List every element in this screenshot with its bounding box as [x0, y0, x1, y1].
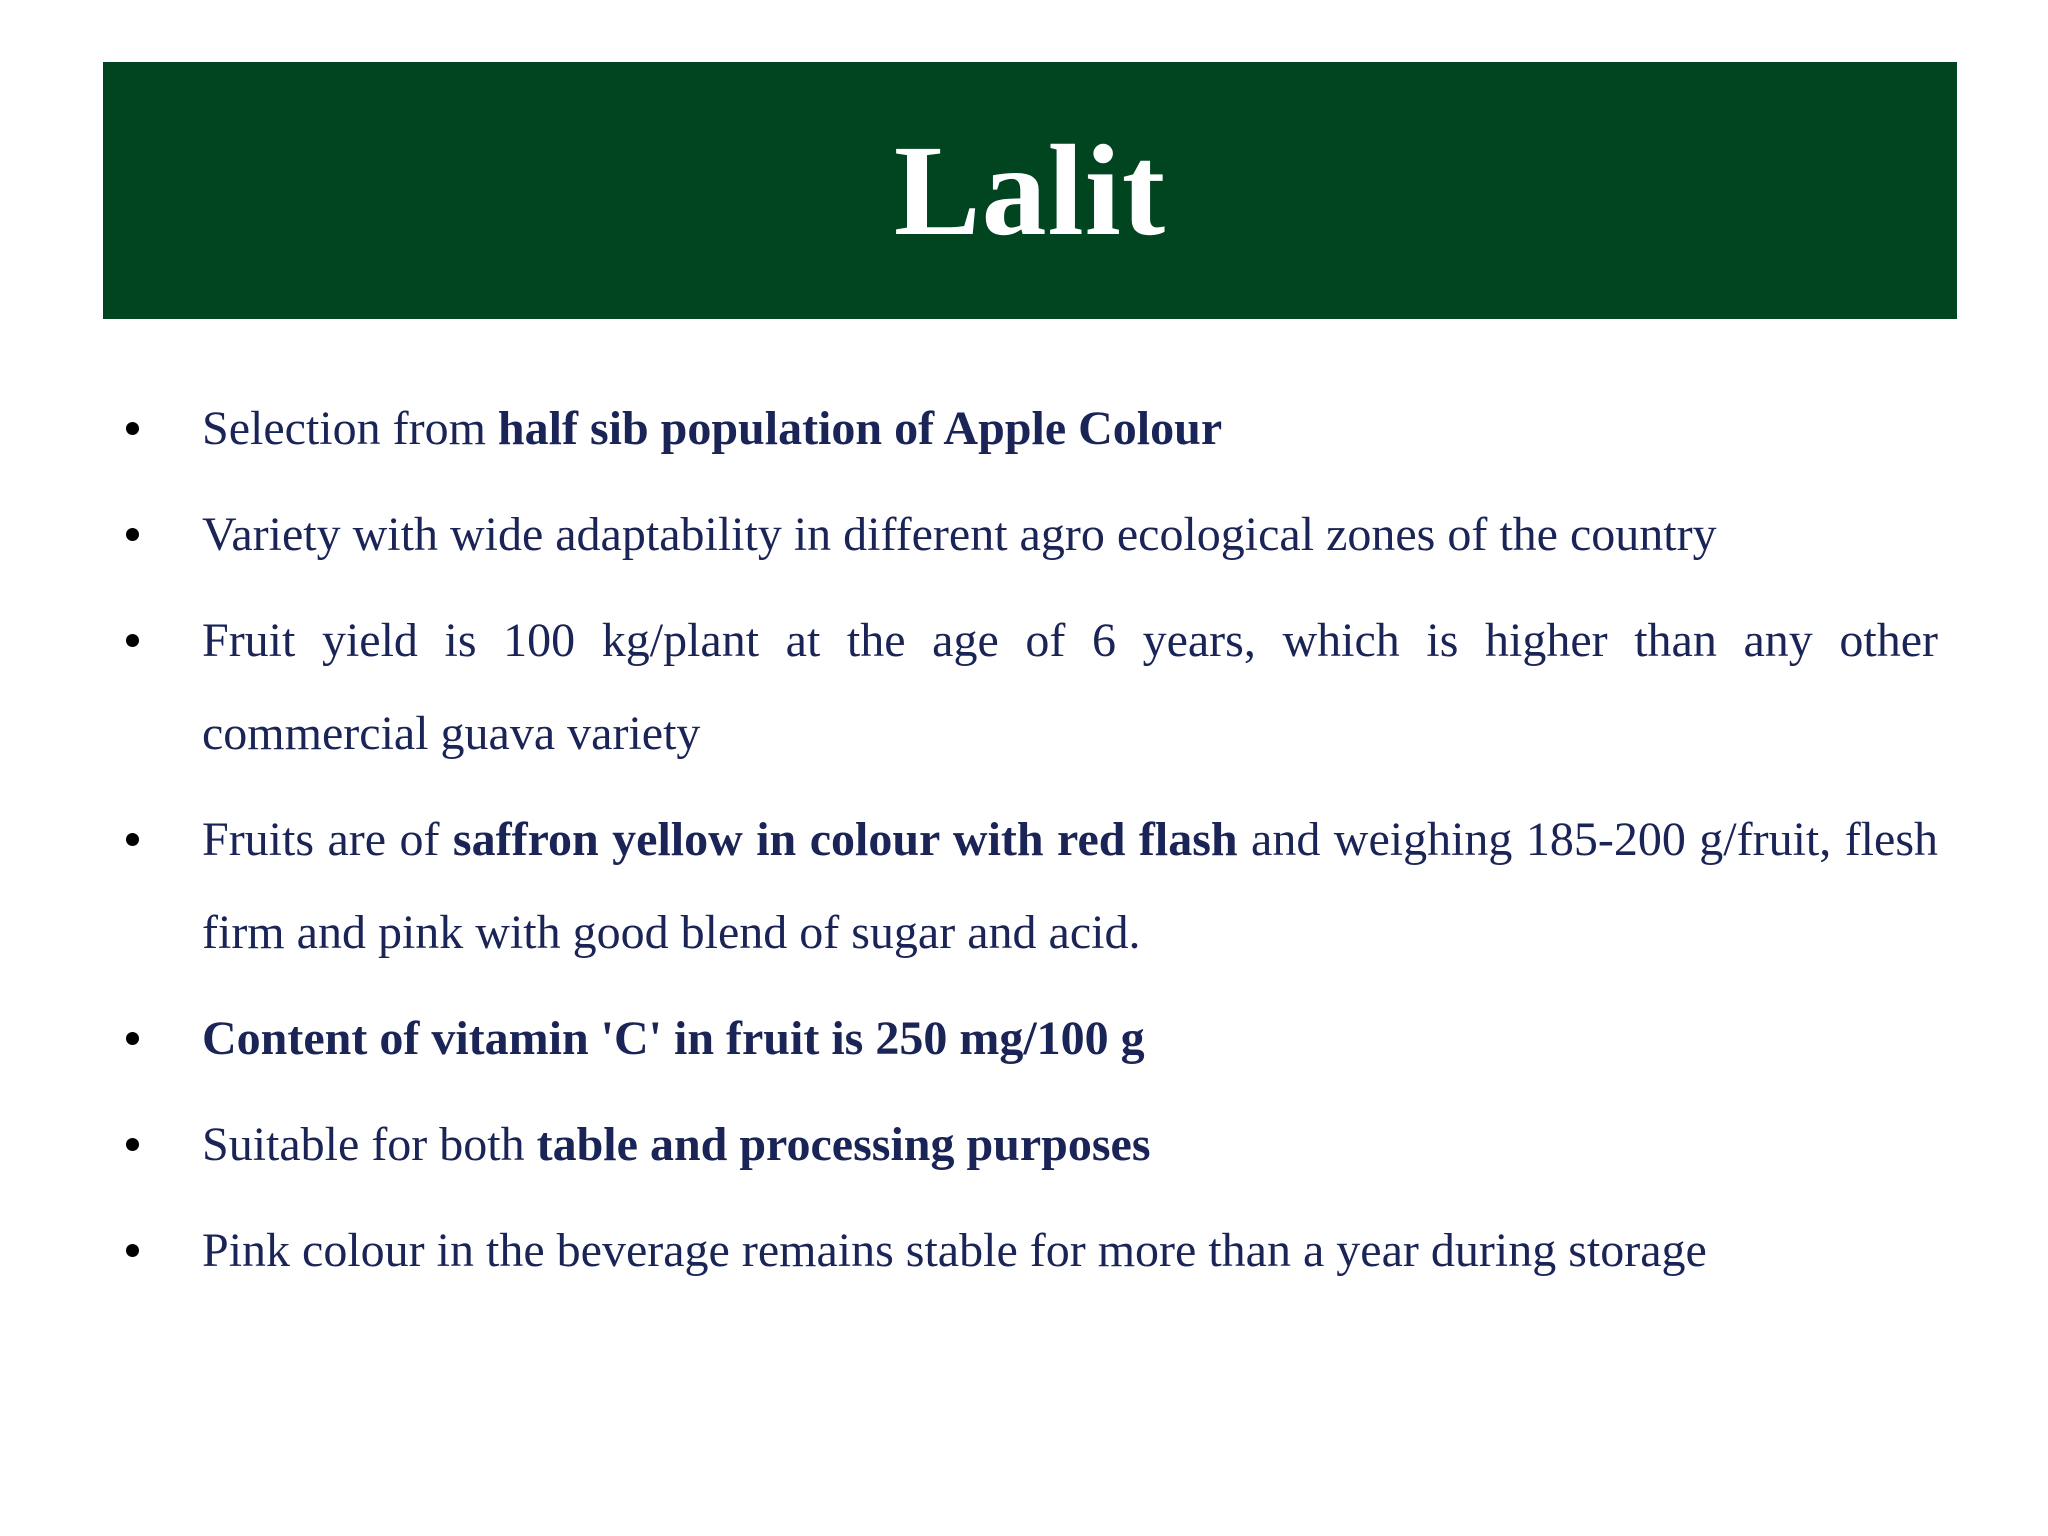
bullet-item [120, 382, 1938, 475]
text-run: Fruit yield is 100 kg/plant at the age of 6 years, which is higher than any other commercial guava variety [202, 614, 1938, 760]
bullet-list [120, 382, 1938, 1310]
bullet-dot-icon [126, 422, 139, 435]
bullet-text [202, 402, 1222, 455]
bullet-dot-icon [126, 1244, 139, 1257]
bold-text-run: table and processing purposes [536, 1118, 1151, 1171]
bold-text-run: Content of vitamin 'C' in fruit is 250 mg/100 g [202, 1012, 1145, 1065]
bullet-item [120, 594, 1938, 780]
slide-title: Lalit [893, 118, 1167, 263]
bullet-dot-icon [126, 1032, 139, 1045]
bullet-item [120, 1204, 1938, 1297]
bold-text-run: half sib population of Apple Colour [497, 402, 1223, 455]
bullet-dot-icon [126, 528, 139, 541]
text-run: Suitable for both [202, 1118, 537, 1171]
bold-text-run: saffron yellow in colour with red flash [452, 813, 1238, 866]
bullet-item [120, 1098, 1938, 1191]
bullet-dot-icon [126, 1138, 139, 1151]
text-run: Selection from [202, 402, 498, 455]
text-run: Variety with wide adaptability in different agro ecological zones of the country [202, 508, 1717, 561]
bullet-text [202, 1118, 1151, 1171]
bullet-text [202, 1012, 1145, 1065]
bullet-item [120, 793, 1938, 979]
text-run: Fruits are of [202, 813, 453, 866]
text-run: Pink colour in the beverage remains stable for more than a year during storage [202, 1224, 1707, 1277]
bullet-item [120, 992, 1938, 1085]
bullet-dot-icon [126, 634, 139, 647]
bullet-text [202, 813, 1938, 959]
title-banner [103, 62, 1957, 319]
bullet-text [202, 614, 1938, 760]
text-run: and weighing 185-200 g/fruit, flesh firm and pink with good blend of sugar and acid. [202, 813, 1938, 959]
bullet-dot-icon [126, 833, 139, 846]
bullet-text [202, 1224, 1707, 1277]
bullet-item [120, 488, 1938, 581]
bullet-text [202, 508, 1717, 561]
